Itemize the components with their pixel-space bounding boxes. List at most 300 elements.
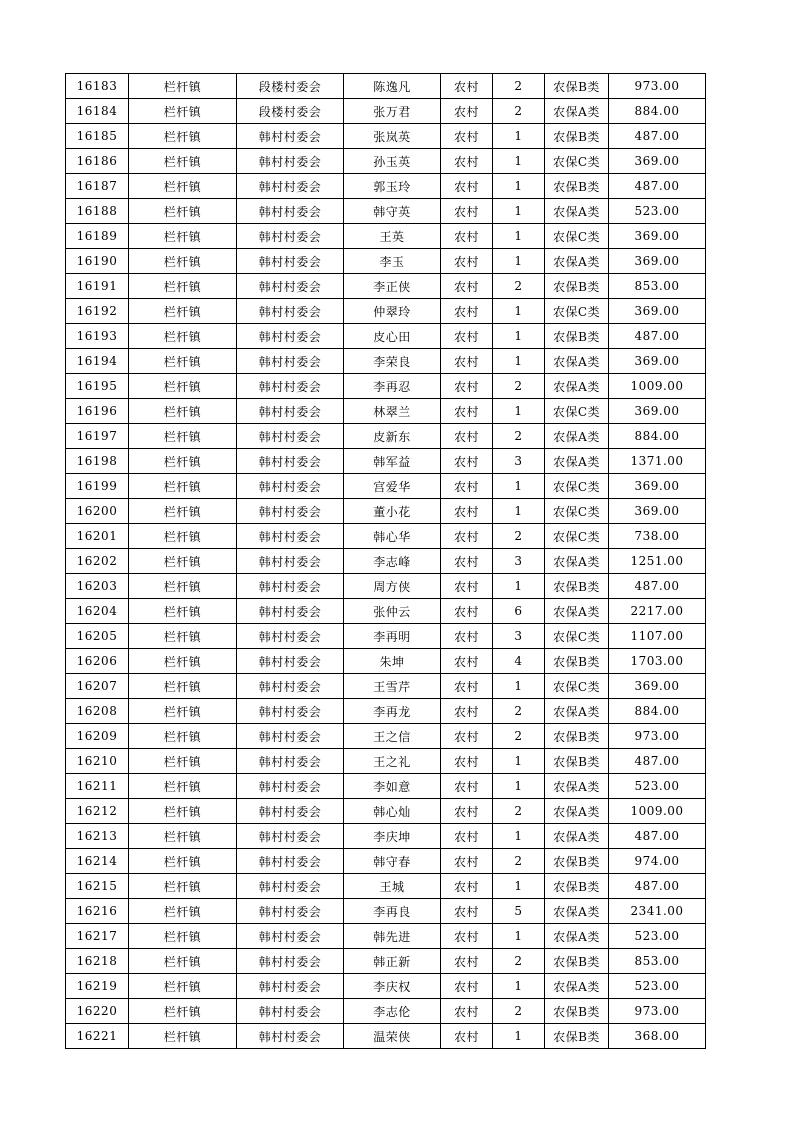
- cell-category: 农村: [441, 1024, 493, 1049]
- cell-village-committee: 韩村村委会: [237, 774, 344, 799]
- table-row: [66, 174, 706, 199]
- cell-category: 农村: [441, 574, 493, 599]
- cell-amount: 973.00: [609, 724, 706, 749]
- cell-insurance-type: 农保B类: [545, 74, 609, 99]
- cell-insurance-type: 农保A类: [545, 424, 609, 449]
- table-row: [66, 349, 706, 374]
- cell-insurance-type: 农保C类: [545, 524, 609, 549]
- cell-insurance-type: 农保A类: [545, 974, 609, 999]
- cell-amount: 2341.00: [609, 899, 706, 924]
- table-row: [66, 474, 706, 499]
- cell-amount: 973.00: [609, 74, 706, 99]
- cell-town: 栏杆镇: [129, 624, 237, 649]
- cell-serial-number: 16219: [66, 974, 129, 999]
- cell-serial-number: 16188: [66, 199, 129, 224]
- cell-serial-number: 16204: [66, 599, 129, 624]
- cell-person-count: 1: [493, 299, 545, 324]
- table-row: [66, 899, 706, 924]
- cell-village-committee: 韩村村委会: [237, 374, 344, 399]
- cell-person-count: 1: [493, 824, 545, 849]
- table-row: [66, 874, 706, 899]
- cell-amount: 523.00: [609, 199, 706, 224]
- cell-amount: 369.00: [609, 149, 706, 174]
- table-row: [66, 1024, 706, 1049]
- cell-serial-number: 16216: [66, 899, 129, 924]
- cell-amount: 369.00: [609, 499, 706, 524]
- cell-town: 栏杆镇: [129, 874, 237, 899]
- table-row: [66, 774, 706, 799]
- cell-category: 农村: [441, 474, 493, 499]
- cell-category: 农村: [441, 599, 493, 624]
- cell-person-count: 4: [493, 649, 545, 674]
- cell-town: 栏杆镇: [129, 324, 237, 349]
- cell-person-name: 韩心华: [344, 524, 441, 549]
- cell-serial-number: 16194: [66, 349, 129, 374]
- cell-category: 农村: [441, 624, 493, 649]
- cell-village-committee: 韩村村委会: [237, 499, 344, 524]
- table-row: [66, 324, 706, 349]
- cell-village-committee: 韩村村委会: [237, 124, 344, 149]
- cell-village-committee: 段楼村委会: [237, 99, 344, 124]
- cell-person-name: 朱坤: [344, 649, 441, 674]
- cell-amount: 738.00: [609, 524, 706, 549]
- cell-town: 栏杆镇: [129, 199, 237, 224]
- cell-person-name: 郭玉玲: [344, 174, 441, 199]
- cell-person-name: 李再明: [344, 624, 441, 649]
- cell-town: 栏杆镇: [129, 474, 237, 499]
- cell-amount: 1107.00: [609, 624, 706, 649]
- cell-person-name: 宫爱华: [344, 474, 441, 499]
- cell-town: 栏杆镇: [129, 649, 237, 674]
- cell-serial-number: 16207: [66, 674, 129, 699]
- cell-town: 栏杆镇: [129, 799, 237, 824]
- cell-village-committee: 韩村村委会: [237, 599, 344, 624]
- cell-village-committee: 韩村村委会: [237, 449, 344, 474]
- table-row: [66, 224, 706, 249]
- cell-person-count: 3: [493, 449, 545, 474]
- cell-person-name: 韩守春: [344, 849, 441, 874]
- cell-serial-number: 16208: [66, 699, 129, 724]
- cell-insurance-type: 农保C类: [545, 474, 609, 499]
- cell-amount: 523.00: [609, 924, 706, 949]
- cell-insurance-type: 农保B类: [545, 124, 609, 149]
- cell-insurance-type: 农保B类: [545, 724, 609, 749]
- cell-person-count: 2: [493, 799, 545, 824]
- cell-insurance-type: 农保A类: [545, 799, 609, 824]
- cell-person-count: 1: [493, 924, 545, 949]
- cell-person-name: 韩先进: [344, 924, 441, 949]
- cell-insurance-type: 农保A类: [545, 349, 609, 374]
- cell-insurance-type: 农保B类: [545, 849, 609, 874]
- cell-insurance-type: 农保A类: [545, 99, 609, 124]
- table-row: [66, 299, 706, 324]
- records-table: [65, 73, 706, 1049]
- cell-person-name: 韩守英: [344, 199, 441, 224]
- cell-serial-number: 16215: [66, 874, 129, 899]
- cell-village-committee: 韩村村委会: [237, 974, 344, 999]
- cell-person-count: 6: [493, 599, 545, 624]
- cell-serial-number: 16200: [66, 499, 129, 524]
- cell-person-name: 董小花: [344, 499, 441, 524]
- cell-serial-number: 16201: [66, 524, 129, 549]
- table-row: [66, 499, 706, 524]
- table-row: [66, 824, 706, 849]
- cell-person-count: 1: [493, 249, 545, 274]
- cell-village-committee: 韩村村委会: [237, 474, 344, 499]
- cell-village-committee: 韩村村委会: [237, 249, 344, 274]
- cell-insurance-type: 农保A类: [545, 549, 609, 574]
- cell-town: 栏杆镇: [129, 74, 237, 99]
- cell-amount: 487.00: [609, 174, 706, 199]
- cell-person-name: 王城: [344, 874, 441, 899]
- cell-category: 农村: [441, 949, 493, 974]
- cell-person-count: 1: [493, 499, 545, 524]
- cell-village-committee: 韩村村委会: [237, 199, 344, 224]
- cell-category: 农村: [441, 749, 493, 774]
- cell-person-count: 2: [493, 949, 545, 974]
- cell-person-name: 皮新东: [344, 424, 441, 449]
- cell-category: 农村: [441, 549, 493, 574]
- cell-town: 栏杆镇: [129, 424, 237, 449]
- table-row: [66, 924, 706, 949]
- cell-serial-number: 16190: [66, 249, 129, 274]
- cell-amount: 523.00: [609, 974, 706, 999]
- cell-category: 农村: [441, 424, 493, 449]
- cell-amount: 487.00: [609, 874, 706, 899]
- cell-person-count: 1: [493, 574, 545, 599]
- cell-person-name: 周方侠: [344, 574, 441, 599]
- cell-person-name: 韩心灿: [344, 799, 441, 824]
- table-row: [66, 974, 706, 999]
- cell-village-committee: 韩村村委会: [237, 424, 344, 449]
- cell-person-count: 1: [493, 674, 545, 699]
- cell-person-name: 张万君: [344, 99, 441, 124]
- cell-insurance-type: 农保C类: [545, 149, 609, 174]
- cell-category: 农村: [441, 249, 493, 274]
- cell-person-count: 1: [493, 399, 545, 424]
- cell-insurance-type: 农保B类: [545, 174, 609, 199]
- table-row: [66, 549, 706, 574]
- cell-category: 农村: [441, 824, 493, 849]
- cell-serial-number: 16210: [66, 749, 129, 774]
- cell-serial-number: 16197: [66, 424, 129, 449]
- cell-town: 栏杆镇: [129, 524, 237, 549]
- cell-town: 栏杆镇: [129, 374, 237, 399]
- cell-village-committee: 韩村村委会: [237, 324, 344, 349]
- cell-town: 栏杆镇: [129, 549, 237, 574]
- table-row: [66, 374, 706, 399]
- cell-serial-number: 16209: [66, 724, 129, 749]
- cell-village-committee: 韩村村委会: [237, 699, 344, 724]
- cell-insurance-type: 农保B类: [545, 574, 609, 599]
- cell-insurance-type: 农保B类: [545, 274, 609, 299]
- cell-insurance-type: 农保C类: [545, 624, 609, 649]
- cell-person-count: 3: [493, 549, 545, 574]
- cell-category: 农村: [441, 174, 493, 199]
- cell-category: 农村: [441, 974, 493, 999]
- cell-town: 栏杆镇: [129, 699, 237, 724]
- cell-category: 农村: [441, 699, 493, 724]
- cell-village-committee: 韩村村委会: [237, 874, 344, 899]
- cell-person-count: 2: [493, 424, 545, 449]
- cell-serial-number: 16183: [66, 74, 129, 99]
- cell-person-count: 1: [493, 1024, 545, 1049]
- cell-person-name: 张岚英: [344, 124, 441, 149]
- cell-amount: 1371.00: [609, 449, 706, 474]
- cell-town: 栏杆镇: [129, 899, 237, 924]
- cell-person-count: 2: [493, 74, 545, 99]
- table-row: [66, 674, 706, 699]
- cell-insurance-type: 农保A类: [545, 774, 609, 799]
- cell-category: 农村: [441, 849, 493, 874]
- cell-person-count: 1: [493, 124, 545, 149]
- cell-town: 栏杆镇: [129, 249, 237, 274]
- cell-serial-number: 16212: [66, 799, 129, 824]
- cell-category: 农村: [441, 374, 493, 399]
- cell-amount: 369.00: [609, 299, 706, 324]
- table-row: [66, 699, 706, 724]
- cell-town: 栏杆镇: [129, 99, 237, 124]
- cell-amount: 973.00: [609, 999, 706, 1024]
- table-row: [66, 799, 706, 824]
- cell-town: 栏杆镇: [129, 924, 237, 949]
- cell-village-committee: 韩村村委会: [237, 1024, 344, 1049]
- cell-amount: 487.00: [609, 824, 706, 849]
- cell-person-count: 2: [493, 699, 545, 724]
- cell-category: 农村: [441, 349, 493, 374]
- cell-person-count: 1: [493, 324, 545, 349]
- cell-category: 农村: [441, 399, 493, 424]
- cell-serial-number: 16217: [66, 924, 129, 949]
- cell-amount: 368.00: [609, 1024, 706, 1049]
- cell-person-name: 陈逸凡: [344, 74, 441, 99]
- cell-amount: 487.00: [609, 749, 706, 774]
- cell-category: 农村: [441, 274, 493, 299]
- cell-village-committee: 韩村村委会: [237, 524, 344, 549]
- table-row: [66, 524, 706, 549]
- cell-serial-number: 16191: [66, 274, 129, 299]
- cell-category: 农村: [441, 899, 493, 924]
- cell-serial-number: 16192: [66, 299, 129, 324]
- cell-person-name: 李正侠: [344, 274, 441, 299]
- cell-category: 农村: [441, 74, 493, 99]
- cell-insurance-type: 农保A类: [545, 599, 609, 624]
- cell-person-count: 1: [493, 174, 545, 199]
- cell-person-name: 王英: [344, 224, 441, 249]
- cell-village-committee: 韩村村委会: [237, 149, 344, 174]
- cell-person-name: 韩正新: [344, 949, 441, 974]
- cell-category: 农村: [441, 999, 493, 1024]
- cell-category: 农村: [441, 124, 493, 149]
- cell-category: 农村: [441, 499, 493, 524]
- cell-insurance-type: 农保B类: [545, 649, 609, 674]
- cell-insurance-type: 农保C类: [545, 399, 609, 424]
- cell-village-committee: 韩村村委会: [237, 574, 344, 599]
- cell-serial-number: 16206: [66, 649, 129, 674]
- cell-person-count: 1: [493, 349, 545, 374]
- cell-person-name: 李如意: [344, 774, 441, 799]
- cell-town: 栏杆镇: [129, 499, 237, 524]
- cell-person-name: 李再龙: [344, 699, 441, 724]
- cell-amount: 369.00: [609, 474, 706, 499]
- cell-amount: 1703.00: [609, 649, 706, 674]
- cell-village-committee: 韩村村委会: [237, 174, 344, 199]
- cell-town: 栏杆镇: [129, 399, 237, 424]
- cell-person-name: 皮心田: [344, 324, 441, 349]
- cell-amount: 853.00: [609, 949, 706, 974]
- cell-village-committee: 韩村村委会: [237, 399, 344, 424]
- cell-person-name: 王之信: [344, 724, 441, 749]
- cell-category: 农村: [441, 324, 493, 349]
- cell-person-count: 2: [493, 724, 545, 749]
- cell-insurance-type: 农保B类: [545, 949, 609, 974]
- cell-serial-number: 16196: [66, 399, 129, 424]
- table-row: [66, 74, 706, 99]
- cell-person-count: 2: [493, 99, 545, 124]
- cell-amount: 487.00: [609, 574, 706, 599]
- cell-serial-number: 16218: [66, 949, 129, 974]
- cell-person-name: 李荣良: [344, 349, 441, 374]
- cell-person-count: 2: [493, 274, 545, 299]
- cell-amount: 487.00: [609, 324, 706, 349]
- cell-amount: 974.00: [609, 849, 706, 874]
- cell-village-committee: 韩村村委会: [237, 549, 344, 574]
- cell-insurance-type: 农保B类: [545, 324, 609, 349]
- table-row: [66, 574, 706, 599]
- cell-person-count: 1: [493, 224, 545, 249]
- cell-category: 农村: [441, 799, 493, 824]
- cell-serial-number: 16203: [66, 574, 129, 599]
- cell-town: 栏杆镇: [129, 449, 237, 474]
- cell-village-committee: 韩村村委会: [237, 224, 344, 249]
- cell-insurance-type: 农保B类: [545, 749, 609, 774]
- cell-amount: 369.00: [609, 349, 706, 374]
- cell-amount: 884.00: [609, 699, 706, 724]
- cell-town: 栏杆镇: [129, 974, 237, 999]
- cell-amount: 853.00: [609, 274, 706, 299]
- cell-village-committee: 韩村村委会: [237, 824, 344, 849]
- table-row: [66, 649, 706, 674]
- cell-insurance-type: 农保A类: [545, 699, 609, 724]
- cell-village-committee: 韩村村委会: [237, 624, 344, 649]
- cell-insurance-type: 农保C类: [545, 224, 609, 249]
- table-row: [66, 599, 706, 624]
- cell-insurance-type: 农保B类: [545, 874, 609, 899]
- cell-person-name: 李庆坤: [344, 824, 441, 849]
- cell-serial-number: 16220: [66, 999, 129, 1024]
- cell-village-committee: 韩村村委会: [237, 749, 344, 774]
- cell-serial-number: 16214: [66, 849, 129, 874]
- records-table-body: [66, 74, 706, 1049]
- cell-town: 栏杆镇: [129, 949, 237, 974]
- cell-insurance-type: 农保A类: [545, 449, 609, 474]
- cell-town: 栏杆镇: [129, 574, 237, 599]
- cell-insurance-type: 农保B类: [545, 999, 609, 1024]
- cell-town: 栏杆镇: [129, 824, 237, 849]
- cell-serial-number: 16184: [66, 99, 129, 124]
- cell-person-name: 张仲云: [344, 599, 441, 624]
- cell-person-count: 1: [493, 199, 545, 224]
- cell-town: 栏杆镇: [129, 849, 237, 874]
- cell-town: 栏杆镇: [129, 999, 237, 1024]
- cell-category: 农村: [441, 449, 493, 474]
- cell-serial-number: 16221: [66, 1024, 129, 1049]
- cell-town: 栏杆镇: [129, 349, 237, 374]
- cell-village-committee: 韩村村委会: [237, 274, 344, 299]
- cell-amount: 369.00: [609, 224, 706, 249]
- cell-category: 农村: [441, 924, 493, 949]
- cell-serial-number: 16185: [66, 124, 129, 149]
- cell-person-name: 李再良: [344, 899, 441, 924]
- table-row: [66, 749, 706, 774]
- cell-amount: 884.00: [609, 424, 706, 449]
- cell-serial-number: 16193: [66, 324, 129, 349]
- cell-category: 农村: [441, 774, 493, 799]
- cell-town: 栏杆镇: [129, 274, 237, 299]
- cell-insurance-type: 农保A类: [545, 824, 609, 849]
- cell-serial-number: 16205: [66, 624, 129, 649]
- cell-amount: 369.00: [609, 249, 706, 274]
- cell-category: 农村: [441, 874, 493, 899]
- cell-person-count: 1: [493, 774, 545, 799]
- cell-person-name: 李志伦: [344, 999, 441, 1024]
- cell-town: 栏杆镇: [129, 749, 237, 774]
- cell-category: 农村: [441, 724, 493, 749]
- cell-insurance-type: 农保A类: [545, 249, 609, 274]
- cell-town: 栏杆镇: [129, 599, 237, 624]
- cell-insurance-type: 农保B类: [545, 1024, 609, 1049]
- cell-category: 农村: [441, 199, 493, 224]
- cell-serial-number: 16195: [66, 374, 129, 399]
- table-row: [66, 249, 706, 274]
- table-row: [66, 999, 706, 1024]
- cell-person-count: 2: [493, 999, 545, 1024]
- cell-person-count: 3: [493, 624, 545, 649]
- cell-amount: 369.00: [609, 674, 706, 699]
- cell-town: 栏杆镇: [129, 124, 237, 149]
- cell-person-name: 李再忍: [344, 374, 441, 399]
- cell-town: 栏杆镇: [129, 774, 237, 799]
- table-row: [66, 724, 706, 749]
- cell-town: 栏杆镇: [129, 224, 237, 249]
- cell-village-committee: 韩村村委会: [237, 949, 344, 974]
- cell-person-count: 1: [493, 874, 545, 899]
- cell-person-name: 仲翠玲: [344, 299, 441, 324]
- table-row: [66, 99, 706, 124]
- table-row: [66, 149, 706, 174]
- cell-village-committee: 韩村村委会: [237, 724, 344, 749]
- cell-category: 农村: [441, 524, 493, 549]
- table-row: [66, 124, 706, 149]
- cell-insurance-type: 农保C类: [545, 499, 609, 524]
- cell-person-count: 5: [493, 899, 545, 924]
- cell-person-name: 林翠兰: [344, 399, 441, 424]
- cell-person-name: 韩军益: [344, 449, 441, 474]
- table-row: [66, 849, 706, 874]
- cell-category: 农村: [441, 649, 493, 674]
- cell-town: 栏杆镇: [129, 724, 237, 749]
- cell-village-committee: 韩村村委会: [237, 924, 344, 949]
- cell-village-committee: 段楼村委会: [237, 74, 344, 99]
- cell-person-name: 李玉: [344, 249, 441, 274]
- cell-insurance-type: 农保C类: [545, 674, 609, 699]
- cell-amount: 1009.00: [609, 799, 706, 824]
- cell-town: 栏杆镇: [129, 149, 237, 174]
- cell-person-count: 1: [493, 149, 545, 174]
- cell-person-count: 2: [493, 849, 545, 874]
- cell-amount: 1009.00: [609, 374, 706, 399]
- cell-person-count: 1: [493, 749, 545, 774]
